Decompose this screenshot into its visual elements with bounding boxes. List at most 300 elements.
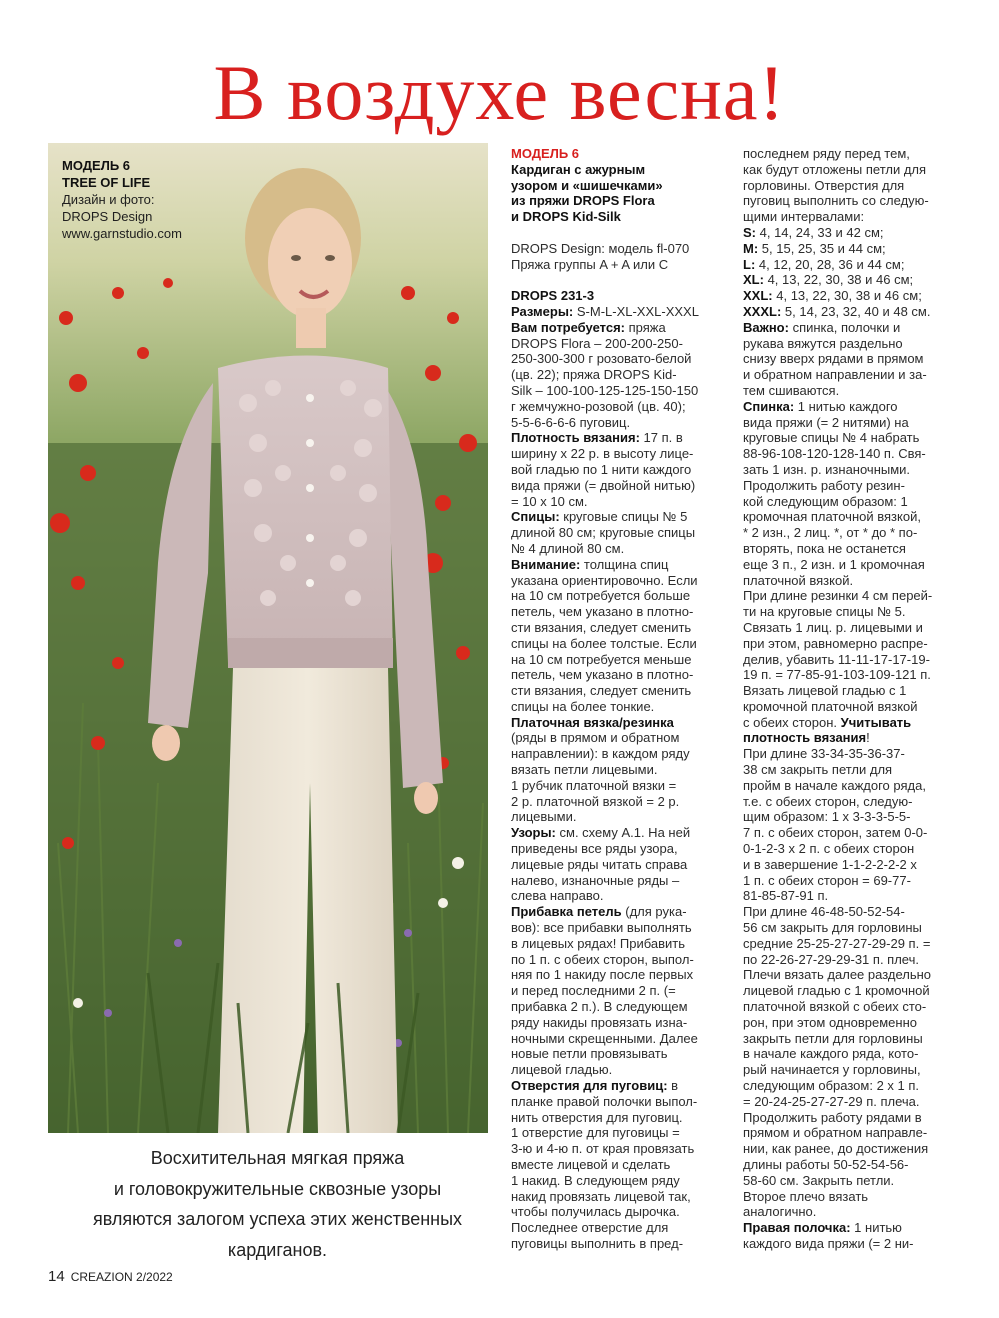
text-line — [511, 683, 721, 699]
text-line — [743, 730, 953, 746]
body-text: в лицевых рядах! Прибавить — [511, 935, 686, 951]
body-text: на 10 см потребуется больше — [511, 588, 691, 604]
text-line — [511, 1236, 721, 1252]
text-line — [511, 857, 721, 873]
body-text: Продолжить работу резин- — [743, 477, 905, 493]
emphasis-text: XL: — [743, 272, 764, 288]
body-text: ти на круговые спицы № 5. — [743, 604, 906, 620]
body-text: 1 накид. В следующем ряду — [511, 1172, 680, 1188]
text-line — [743, 936, 953, 952]
body-text: в начале каждого ряда, кото- — [743, 1046, 919, 1062]
text-line — [511, 1031, 721, 1047]
body-text: прямом и обратном направле- — [743, 1125, 928, 1141]
body-text: 1 нитью — [850, 1220, 902, 1236]
emphasis-text: Узоры: — [511, 825, 556, 841]
photo-caption — [50, 1143, 505, 1265]
text-line — [743, 904, 953, 920]
emphasis-text: Кардиган с ажурным — [511, 161, 646, 177]
text-line — [743, 272, 953, 288]
text-line — [511, 367, 721, 383]
body-text: 4, 13, 22, 30, 38 и 46 см; — [772, 288, 922, 304]
text-line — [743, 809, 953, 825]
text-line — [743, 399, 953, 415]
body-text: длины работы 50-52-54-56- — [743, 1157, 909, 1172]
text-line — [743, 304, 953, 320]
text-line — [511, 746, 721, 762]
text-line — [743, 178, 953, 194]
emphasis-text: Учитывать — [840, 714, 912, 730]
emphasis-text: S: — [743, 224, 756, 240]
credit-design-label: Дизайн и фото: — [62, 192, 155, 207]
text-line — [511, 920, 721, 936]
body-text: горловины. Отверстия для — [743, 177, 905, 193]
text-line — [511, 193, 721, 209]
page-footer — [48, 1268, 173, 1285]
text-line — [511, 888, 721, 904]
body-text: указана ориентировочно. Если — [511, 572, 698, 588]
text-line — [511, 715, 721, 731]
text-line — [743, 588, 953, 604]
text-line — [511, 257, 721, 273]
text-line — [511, 636, 721, 652]
body-text: по 1 п. с обеих сторон, выпол- — [511, 951, 694, 967]
text-line — [743, 241, 953, 257]
text-line — [743, 888, 953, 904]
body-text: Пряжа группы A + A или C — [511, 256, 669, 272]
text-line — [743, 1125, 953, 1141]
text-line — [743, 383, 953, 399]
text-line — [743, 620, 953, 636]
body-text: 58-60 см. Закрыть петли. — [743, 1172, 895, 1188]
body-text: 1 рубчик платочной вязки = — [511, 777, 677, 793]
body-text: вместе лицевой и сделать — [511, 1157, 671, 1172]
text-line — [511, 778, 721, 794]
body-text: 5-5-6-6-6-6 пуговиц. — [511, 414, 631, 430]
emphasis-text: Вам потребуется: — [511, 319, 625, 335]
credit-name: TREE OF LIFE — [62, 175, 151, 190]
body-text: Вязать лицевой гладью с 1 — [743, 683, 907, 699]
credit-website: www.garnstudio.com — [62, 226, 182, 241]
text-line — [743, 557, 953, 573]
text-line — [743, 1189, 953, 1205]
body-text: и обратном направлении и за- — [743, 367, 927, 383]
body-text: кромочная платочной вязкой, — [743, 509, 921, 525]
body-text: 38 см закрыть петли для — [743, 762, 893, 778]
body-text: Второе плечо вязать — [743, 1188, 869, 1204]
text-line — [511, 383, 721, 399]
text-line — [511, 904, 721, 920]
body-text: при этом, равномерно распре- — [743, 635, 928, 651]
emphasis-text: Плотность вязания: — [511, 430, 640, 446]
body-text: петель, чем указано в плотно- — [511, 604, 694, 620]
text-line — [743, 762, 953, 778]
emphasis-text: Спинка: — [743, 398, 795, 414]
text-line — [511, 1078, 721, 1094]
text-line — [743, 1220, 953, 1236]
body-text: слева направо. — [511, 888, 604, 904]
emphasis-text: XXL: — [743, 288, 773, 304]
text-line — [511, 809, 721, 825]
body-text: тем сшиваются. — [743, 382, 840, 398]
instructions-column-2 — [743, 146, 953, 1252]
text-line — [743, 967, 953, 983]
emphasis-text: Правая полочка: — [743, 1220, 851, 1236]
body-text: 5, 15, 25, 35 и 44 см; — [758, 240, 886, 256]
magazine-issue: CREAZION 2/2022 — [70, 1270, 173, 1284]
text-line — [743, 525, 953, 541]
body-text: 5, 14, 23, 32, 40 и 48 см. — [781, 303, 931, 319]
text-line — [511, 620, 721, 636]
body-text: вида пряжи (= 2 нитями) на — [743, 414, 909, 430]
text-line — [511, 1094, 721, 1110]
emphasis-text: XXXL: — [743, 303, 782, 319]
body-text: 4, 14, 24, 33 и 42 см; — [756, 224, 884, 240]
emphasis-text: и DROPS Kid-Silk — [511, 209, 621, 225]
text-line — [743, 162, 953, 178]
emphasis-text: Отверстия для пуговиц: — [511, 1078, 668, 1094]
body-text: = 20-24-25-27-27-29 п. плеча. — [743, 1093, 920, 1109]
body-text: № 4 длиной 80 см. — [511, 540, 625, 556]
body-text: толщина спиц — [580, 556, 669, 572]
body-text: 81-85-87-91 п. — [743, 888, 829, 904]
body-text: При длине резинки 4 см перей- — [743, 588, 933, 604]
body-text: лицевые ряды читать справа — [511, 856, 688, 872]
body-text: аналогично. — [743, 1204, 817, 1220]
text-line — [743, 920, 953, 936]
text-line — [511, 794, 721, 810]
body-text: вида пряжи (= двойной нитью) — [511, 477, 696, 493]
body-text: При длине 46-48-50-52-54- — [743, 904, 905, 920]
body-text: рый начинается у горловины, — [743, 1062, 921, 1078]
body-text: нить отверстия для пуговиц. — [511, 1109, 683, 1125]
text-line — [511, 1125, 721, 1141]
body-text: с обеих сторон. — [743, 714, 841, 730]
text-line — [511, 667, 721, 683]
text-line — [743, 415, 953, 431]
emphasis-text: Прибавка петель — [511, 904, 622, 920]
text-line — [743, 794, 953, 810]
body-text: рон, при этом одновременно — [743, 1014, 918, 1030]
body-text: по 22-26-27-29-29-31 п. плеч. — [743, 951, 919, 967]
body-text: 19 п. = 77-85-91-103-109-121 п. — [743, 667, 931, 683]
text-line — [511, 304, 721, 320]
body-text: * 2 изн., 2 лиц. *, от * до * по- — [743, 525, 918, 541]
text-line — [511, 320, 721, 336]
text-line — [743, 209, 953, 225]
text-line — [743, 573, 953, 589]
text-line — [511, 430, 721, 446]
text-line — [511, 494, 721, 510]
body-text: щим образом: 1 x 3-3-3-5-5- — [743, 809, 911, 825]
text-line — [511, 1220, 721, 1236]
text-line — [511, 652, 721, 668]
emphasis-text: Платочная вязка/резинка — [511, 714, 674, 730]
text-line — [511, 225, 721, 241]
text-line — [743, 873, 953, 889]
emphasis-text: Размеры: — [511, 303, 574, 319]
text-line — [743, 604, 953, 620]
text-line — [511, 557, 721, 573]
body-text: и в завершение 1-1-2-2-2-2 x — [743, 856, 917, 872]
text-line — [511, 873, 721, 889]
body-text: S-M-L-XL-XXL-XXXL — [573, 303, 699, 319]
body-text: сти вязания, следует сменить — [511, 683, 692, 699]
body-text: спицы на более тонкие. — [511, 698, 655, 714]
body-text: ширину x 22 р. в высоту лице- — [511, 446, 694, 462]
emphasis-text: L: — [743, 256, 756, 272]
text-line — [743, 1094, 953, 1110]
body-text: 88-96-108-120-128-140 п. Свя- — [743, 446, 926, 462]
body-text: 250-300-300 г розовато-белой — [511, 351, 692, 367]
body-text: 1 нитью каждого — [794, 398, 898, 414]
body-text: 2 р. платочной вязкой = 2 р. — [511, 793, 680, 809]
text-line — [743, 1015, 953, 1031]
text-line — [511, 983, 721, 999]
text-line — [743, 1236, 953, 1252]
text-line — [743, 1062, 953, 1078]
body-text: приведены все ряды узора, — [511, 841, 678, 857]
text-line — [743, 509, 953, 525]
text-line — [511, 1110, 721, 1126]
body-text: г жемчужно-розовой (цв. 40); — [511, 398, 686, 414]
body-text: спицы на более толстые. Если — [511, 635, 697, 651]
body-text: круговые спицы № 4 набрать — [743, 430, 920, 446]
emphasis-text: из пряжи DROPS Flora — [511, 193, 655, 209]
text-line — [511, 699, 721, 715]
emphasis-text: МОДЕЛЬ 6 — [511, 146, 580, 161]
text-line — [743, 999, 953, 1015]
text-line — [743, 636, 953, 652]
body-text: пряжа — [625, 319, 666, 335]
text-line — [743, 825, 953, 841]
text-line — [511, 399, 721, 415]
body-text: 4, 12, 20, 28, 36 и 44 см; — [755, 256, 905, 272]
text-line — [511, 573, 721, 589]
text-line — [743, 541, 953, 557]
body-text: Silk – 100-100-125-125-150-150 — [511, 382, 699, 398]
text-line — [743, 1046, 953, 1062]
body-text: 56 см закрыть для горловины — [743, 920, 922, 936]
body-text: на 10 см потребуется меньше — [511, 651, 692, 667]
text-line — [743, 146, 953, 162]
page-headline: В воздухе весна! — [213, 49, 786, 136]
body-text: (для рука- — [621, 904, 687, 920]
text-line — [743, 257, 953, 273]
text-line — [511, 509, 721, 525]
body-text: в — [667, 1078, 679, 1094]
text-line — [511, 288, 721, 304]
text-line — [511, 209, 721, 225]
text-line — [743, 1031, 953, 1047]
body-text: и перед последними 2 п. (= — [511, 983, 676, 999]
body-text: 17 п. в — [639, 430, 683, 446]
body-text: спинка, полочки и — [788, 319, 901, 335]
body-text: Продолжить работу рядами в — [743, 1109, 922, 1125]
body-text: лицевыми. — [511, 809, 577, 825]
body-text: лицевой гладью. — [511, 1062, 613, 1078]
body-text: следующим образом: 2 x 1 п. — [743, 1078, 920, 1094]
text-line — [743, 683, 953, 699]
text-line — [511, 1189, 721, 1205]
body-text: кой следующим образом: 1 — [743, 493, 908, 509]
emphasis-text: Внимание: — [511, 556, 581, 572]
body-text: как будут отложены петли для — [743, 161, 927, 177]
text-line — [511, 272, 721, 288]
text-line — [511, 478, 721, 494]
body-text: платочной вязкой. — [743, 572, 854, 588]
model-photo — [48, 143, 488, 1133]
body-text: = 10 x 10 см. — [511, 493, 588, 509]
text-line — [743, 193, 953, 209]
emphasis-text: узором и «шишечками» — [511, 177, 663, 193]
body-text: кромочной платочной вязкой — [743, 698, 918, 714]
text-line — [511, 1062, 721, 1078]
body-text: ряду накиды провязать изна- — [511, 1014, 688, 1030]
body-text: Последнее отверстие для — [511, 1220, 669, 1236]
text-line — [743, 1173, 953, 1189]
instructions-column-1 — [511, 146, 721, 1252]
body-text: 1 отверстие для пуговицы = — [511, 1125, 680, 1141]
text-line — [511, 446, 721, 462]
body-text: 4, 13, 22, 30, 38 и 46 см; — [763, 272, 914, 288]
body-text: ! — [866, 730, 870, 746]
text-line — [511, 1204, 721, 1220]
body-text: 7 п. с обеих сторон, затем 0-0- — [743, 825, 928, 841]
body-text: пуговиц выполнить со следую- — [743, 193, 929, 209]
text-line — [511, 936, 721, 952]
text-line — [743, 478, 953, 494]
text-line — [511, 1173, 721, 1189]
body-text: длиной 80 см; круговые спицы — [511, 525, 696, 541]
text-line — [743, 715, 953, 731]
emphasis-text: плотность вязания — [743, 730, 867, 746]
text-line — [743, 952, 953, 968]
text-line — [743, 1110, 953, 1126]
body-text: сти вязания, следует сменить — [511, 619, 692, 635]
body-text: 1 п. с обеих сторон = 69-77- — [743, 872, 911, 888]
body-text: платочной вязкой с обеих сто- — [743, 999, 927, 1015]
text-line — [511, 336, 721, 352]
text-line — [743, 699, 953, 715]
body-text: щими интервалами: — [743, 209, 865, 225]
body-text: рукава вяжутся раздельно — [743, 335, 903, 351]
page-number: 14 — [48, 1268, 65, 1285]
body-text: последнем ряду перед тем, — [743, 146, 910, 161]
body-text: ночными скрещенными. Далее — [511, 1030, 698, 1046]
body-text: вов): все прибавки выполнять — [511, 920, 692, 936]
text-line — [511, 1015, 721, 1031]
credit-designer: DROPS Design — [62, 209, 153, 224]
body-text: накид провязать лицевой так, — [511, 1188, 691, 1204]
text-line — [511, 841, 721, 857]
text-line — [511, 178, 721, 194]
text-line — [743, 462, 953, 478]
body-text: лицевой гладью с 1 кромочной — [743, 983, 930, 999]
caption-line: кардиганов. — [227, 1239, 328, 1260]
text-line — [511, 415, 721, 431]
body-text: При длине 33-34-35-36-37- — [743, 746, 905, 762]
photo-credit — [62, 157, 182, 242]
body-text: планке правой полочки выпол- — [511, 1093, 698, 1109]
body-text: т.е. с обеих сторон, следую- — [743, 793, 913, 809]
emphasis-text: Спицы: — [511, 509, 560, 525]
body-text: направлении): в каждом ряду — [511, 746, 690, 762]
text-line — [743, 320, 953, 336]
text-line — [511, 1141, 721, 1157]
body-text: налево, изнаночные ряды – — [511, 872, 680, 888]
text-line — [511, 162, 721, 178]
text-line — [511, 462, 721, 478]
body-text: делив, убавить 11-11-17-17-19- — [743, 651, 930, 667]
text-line — [511, 146, 721, 162]
text-line — [511, 730, 721, 746]
body-text: зать 1 изн. р. изнаночными. — [743, 461, 911, 477]
text-line — [511, 604, 721, 620]
text-line — [511, 999, 721, 1015]
body-text: Плечи вязать далее раздельно — [743, 967, 932, 983]
text-line — [743, 225, 953, 241]
body-text: вторять, пока не останется — [743, 540, 906, 556]
text-line — [743, 1141, 953, 1157]
body-text: 0-1-2-3 x 2 п. с обеих сторон — [743, 841, 915, 857]
text-line — [743, 841, 953, 857]
body-text: прибавка 2 п.). В следующем — [511, 999, 688, 1015]
text-line — [511, 762, 721, 778]
emphasis-text: DROPS 231-3 — [511, 288, 595, 304]
text-line — [743, 667, 953, 683]
body-text: еще 3 п., 2 изн. и 1 кромочная — [743, 556, 925, 572]
emphasis-text: Важно: — [743, 319, 789, 335]
body-text: см. схему А.1. На ней — [555, 825, 691, 841]
text-line — [511, 241, 721, 257]
body-text: нии, как ранее, до достижения — [743, 1141, 929, 1157]
text-line — [743, 446, 953, 462]
body-text: новые петли провязывать — [511, 1046, 668, 1062]
body-text: чтобы получилась дырочка. — [511, 1204, 680, 1220]
body-text: пройм в начале каждого ряда, — [743, 777, 926, 793]
text-line — [743, 367, 953, 383]
body-text: (ряды в прямом и обратном — [511, 730, 680, 746]
credit-model: МОДЕЛЬ 6 — [62, 158, 131, 173]
body-text: 3-ю и 4-ю п. от края провязать — [511, 1141, 695, 1157]
text-line — [511, 952, 721, 968]
text-line — [511, 541, 721, 557]
body-text: няя по 1 накиду после первых — [511, 967, 694, 983]
text-line — [743, 778, 953, 794]
text-line — [743, 336, 953, 352]
body-text: петель, чем указано в плотно- — [511, 667, 694, 683]
text-line — [511, 1157, 721, 1173]
caption-line: и головокружительные сквозные узоры — [113, 1178, 442, 1199]
text-line — [511, 351, 721, 367]
body-text: закрыть петли для горловины — [743, 1030, 923, 1046]
text-line — [743, 1204, 953, 1220]
body-text: Связать 1 лиц. р. лицевыми и — [743, 619, 923, 635]
text-line — [743, 351, 953, 367]
caption-line: являются залогом успеха этих женственных — [92, 1209, 463, 1229]
text-line — [511, 588, 721, 604]
body-text: снизу вверх рядами в прямом — [743, 351, 924, 367]
text-line — [743, 857, 953, 873]
caption-line: Восхитительная мягкая пряжа — [150, 1148, 405, 1168]
text-line — [511, 967, 721, 983]
text-line — [743, 1078, 953, 1094]
emphasis-text: M: — [743, 240, 759, 256]
text-line — [743, 1157, 953, 1173]
text-line — [743, 494, 953, 510]
text-line — [511, 525, 721, 541]
text-line — [743, 983, 953, 999]
